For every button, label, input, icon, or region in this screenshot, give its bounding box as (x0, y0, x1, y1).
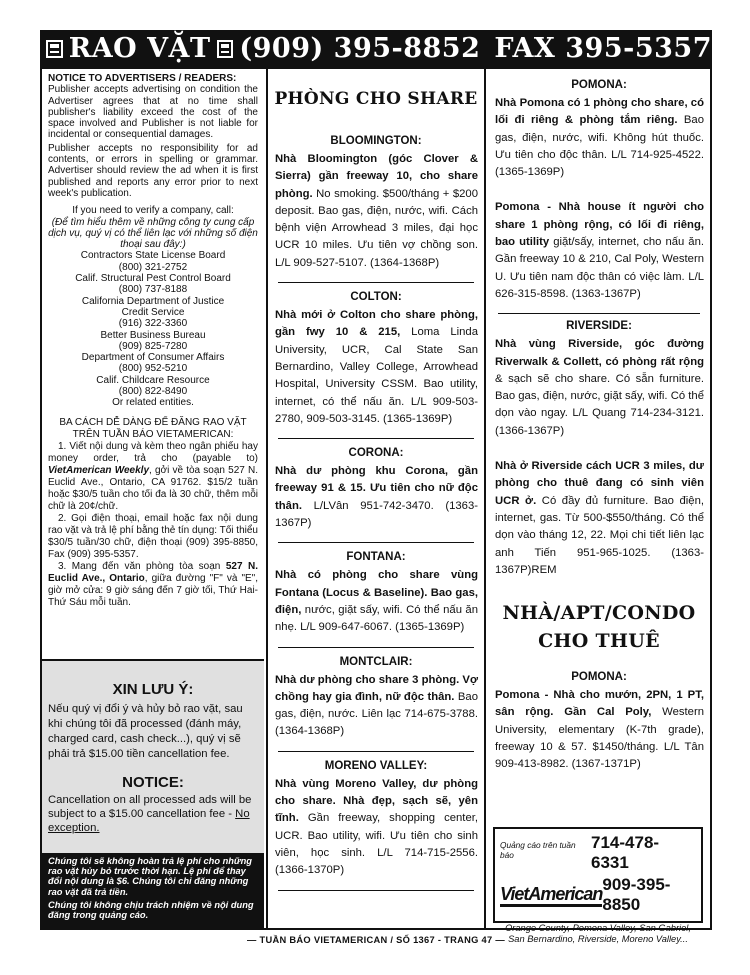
ad-city: MORENO VALLEY: (324, 759, 428, 772)
ad-city: FONTANA: (346, 551, 406, 564)
vietamerican-logo: VietAmerican (500, 884, 602, 907)
ad-city: POMONA: (571, 671, 627, 684)
notice-title: NOTICE TO ADVERTISERS / READERS: (48, 73, 237, 84)
phone-icon (46, 40, 63, 58)
step-3: 3. Mang đến văn phòng tòa soạn 527 N. Euclid Ave., Ontario, giữa đường "F" và "E", giờ mở cửa: 9 giờ sáng đến 7 giờ tối, Thứ Hai-Thứ Sáu mỗi tuần. (48, 560, 258, 608)
divider (278, 542, 474, 543)
contact-line: (800) 321-2752 (118, 261, 188, 273)
divider (278, 751, 474, 752)
verify-block (48, 205, 258, 408)
contact-line: California Department of Justice (81, 295, 225, 307)
divider (278, 282, 474, 283)
divider (498, 313, 700, 314)
contact-line: Or related entities. (112, 397, 194, 409)
ad-city: COLTON: (350, 291, 402, 304)
verify-intro: If you need to verify a company, call: (72, 205, 234, 217)
section-heading: PHÒNG CHO SHARE (274, 89, 478, 109)
phone-icon (217, 40, 234, 58)
liability-text: Chúng tôi không chịu trách nhiệm về nội dung đăng trong quảng cáo. (48, 899, 254, 921)
notice-cancel-title: NOTICE: (122, 774, 184, 791)
divider (278, 890, 474, 891)
classified-ad: Nhà vùng Riverside, góc đường Riverwalk & Collett, có phòng rất rộng & sạch sẽ cho share. Có sẵn furniture. Bao gas, điện, nước, giặt sấy, wifi. Có thể dọn vào ngay. L/L Quang 714-234-3121. (1366-1367P) (495, 338, 704, 437)
ad-city: BLOOMINGTON: (330, 135, 422, 147)
promo-areas: Orange County, Pomona Valley, San Gabriel, San Bernardino, Riverside, Moreno Valley... (505, 923, 691, 944)
classified-ad: Nhà ở Riverside cách UCR 3 miles, dư phòng cho thuê đang có sinh viên UCR ở. Có đầy đủ furniture. Bao điện, internet, gas. Từ 500-$550/tháng. Có thể dọn vào tháng 12, 22. Mọi chi tiết liên lạc anh Tiến 951-965-1025. (1363-1367P)REM (495, 460, 704, 576)
classified-ad: Nhà dư phòng khu Corona, gần freeway 91 & 15. Ưu tiên cho nữ độc thân. L/LVân 951-742-3470. (1363-1367P) (275, 465, 478, 530)
step-2: 2. Gọi điện thoại, email hoặc fax nội dung rao vặt và trả lệ phí bằng thẻ tín dụng: Tối thiểu $30/5 tuần/30 chữ, điện thoại (909) 395-8850, Fax (909) 395-5357. (48, 512, 258, 560)
classified-ad: Nhà dư phòng cho share 3 phòng. Vợ chồng hay gia đình, nữ độc thân. Bao gas, điện, nước. Liên lạc 714-675-3788. (1364-1368P) (275, 673, 478, 738)
classified-ad: Nhà Pomona có 1 phòng cho share, có lối đi riêng & phòng tắm riêng. Bao gas, điện, nước, wifi. Không hút thuốc. Ưu tiên cho độc thân. L/L 714-925-4522. (1365-1369P) (495, 97, 704, 179)
cancellation-box (42, 659, 264, 853)
contact-line: (916) 322-3360 (118, 318, 188, 330)
classified-ad: Nhà Bloomington (góc Clover & Sierra) gần freeway 10, cho share phòng. No smoking. $500/tháng + $200 deposit. Bao gas, điện, nước, wifi. Cách bệnh viện Arrowhead 3 miles, đại học UCR 10 miles. Ưu tiên vợ chồng son. L/L 909-527-5107. (1364-1368P) (275, 153, 478, 269)
ad-city: POMONA: (571, 79, 627, 91)
refund-policy-box (42, 853, 264, 930)
header-title: RAO VẶT (68, 33, 211, 64)
contact-line: (800) 952-5210 (118, 363, 188, 375)
contact-line: Contractors State License Board (80, 250, 226, 262)
xin-luu-y-body: Nếu quý vị đổi ý và hủy bỏ rao vặt, sau khi chúng tôi đã processed (đánh máy, charged card, cash check...), quý vị sẽ phải trả $15.00 tiền cancellation fee. (48, 703, 243, 760)
verify-italic: (Để tìm hiểu thêm về những công ty cung cấp dịch vụ, quý vị có thể liên lạc với những số điện thoại sau đây:) (48, 216, 258, 251)
notice-paragraph: Publisher accepts no responsibility for ad contents, or errors in spelling or grammar. Advertiser should review the ad when it is first published and reports any error prior to next week's publication. (48, 142, 258, 199)
contact-line: Calif. Childcare Resource (96, 374, 210, 386)
promo-caption: Quảng cáo trên tuần báo (500, 840, 576, 860)
contact-line: (800) 737-8188 (118, 284, 188, 296)
step-1: 1. Viết nội dung và kèm theo ngân phiếu hay money order, trả cho (payable to) VietAmerican Weekly, gởi về tòa soạn 527 N. Euclid Ave., Ontario, CA 91762. $15/2 tuần hoặc $30/5 tuần cho tối đa là 30 chữ, thêm mỗi chữ là 20¢/chữ. (48, 440, 259, 512)
classified-ad: Nhà mới ở Colton cho share phòng, gần fwy 10 & 215, Loma Linda University, UCR, Cal State San Bernardino, Valley College, Arrowhead Hospital, University CSSM. Bao utility, internet, có thể nấu ăn. L/L 909-503-2780, 909-503-3145. (1365-1369P) (275, 309, 478, 425)
classified-ad: Nhà vùng Moreno Valley, dư phòng cho share. Nhà đẹp, sạch sẽ, yên tĩnh. Gần freeway, shopping center, UCR. Bao utility, wifi. Ưu tiên cho sinh viên, học sinh. L/L 714-715-2556. (1366-1370P) (275, 777, 478, 877)
ad-city: CORONA: (348, 447, 404, 460)
refund-policy-text: Chúng tôi sẽ không hoàn trả lệ phí cho những rao vặt hủy bỏ trước thời hạn. Lệ phí để thay đổi nội dung là $6. Chúng tôi chỉ đăng những rao vặt đã trả tiền. (48, 856, 252, 897)
divider (278, 647, 474, 648)
classified-ad: Pomona - Nhà cho mướn, 2PN, 1 PT, sân rộng. Gần Cal Poly, Western University, elementary (K-7th grade), freeway 10 & 57. $1450/tháng. L/L Tân 909-413-8982. (1367-1371P) (495, 689, 704, 771)
how-to-steps (48, 441, 258, 609)
promo-phone: 909-395-8850 (602, 875, 671, 914)
xin-luu-y-title: XIN LƯU Ý: (112, 681, 194, 698)
promo-phone: 714-478-6331 (591, 833, 660, 872)
ad-city: RIVERSIDE: (566, 320, 632, 333)
room-share-column (266, 67, 486, 930)
rent-heading: NHÀ/APT/CONDO CHO THUÊ (502, 602, 696, 653)
contact-line: (800) 822-8490 (118, 386, 188, 398)
classified-ad: Nhà có phòng cho share vùng Fontana (Locus & Baseline). Bao gas, điện, nước, giặt sấy, wifi. Có thể nấu ăn nhẹ. L/L 909-647-6067. (1365-1369P) (275, 569, 478, 634)
ad-city: MONTCLAIR: (339, 655, 413, 668)
listings-column (488, 67, 710, 944)
contact-line: Department of Consumer Affairs (81, 352, 225, 364)
contact-line: Credit Service (121, 306, 185, 318)
page-header (40, 30, 712, 67)
info-column (42, 67, 264, 930)
how-to-title: BA CÁCH DỄ DÀNG ĐỂ ĐĂNG RAO VẶT TRÊN TUẦN BÁO VIETAMERICAN: (59, 416, 247, 440)
notice-cancel-body: Cancellation on all processed ads will be subject to a $15.00 cancellation fee - No exception. (48, 794, 252, 834)
contact-line: Calif. Structural Pest Control Board (75, 273, 231, 285)
header-phone: (909) 395-8852 (239, 33, 481, 64)
vietamerican-promo (493, 827, 703, 944)
contact-line: Better Business Bureau (100, 329, 206, 341)
classified-ad: Pomona - Nhà house ít người cho share 1 phòng rộng, có lối đi riêng, bao utility giặt/sấy, internet, cho nấu ăn. Gần freeway 10 & 210, Cal Poly, Western U. Ưu tiên nam độc thân có việc làm. L/L 626-315-8598. (1363-1367P) (495, 201, 704, 300)
contact-line: (909) 825-7280 (118, 340, 188, 352)
notice-paragraph: Publisher accepts advertising on condition the Advertiser agrees that at no time shall publisher's liability exceed the cost of the space involved and Publisher is not liable for incidental or consequential damages. (48, 84, 258, 141)
page-footer: — TUẦN BÁO VIETAMERICAN / SỐ 1367 - TRANG 47 — (247, 935, 505, 945)
divider (278, 438, 474, 439)
header-fax: FAX 395-5357 (494, 33, 712, 64)
